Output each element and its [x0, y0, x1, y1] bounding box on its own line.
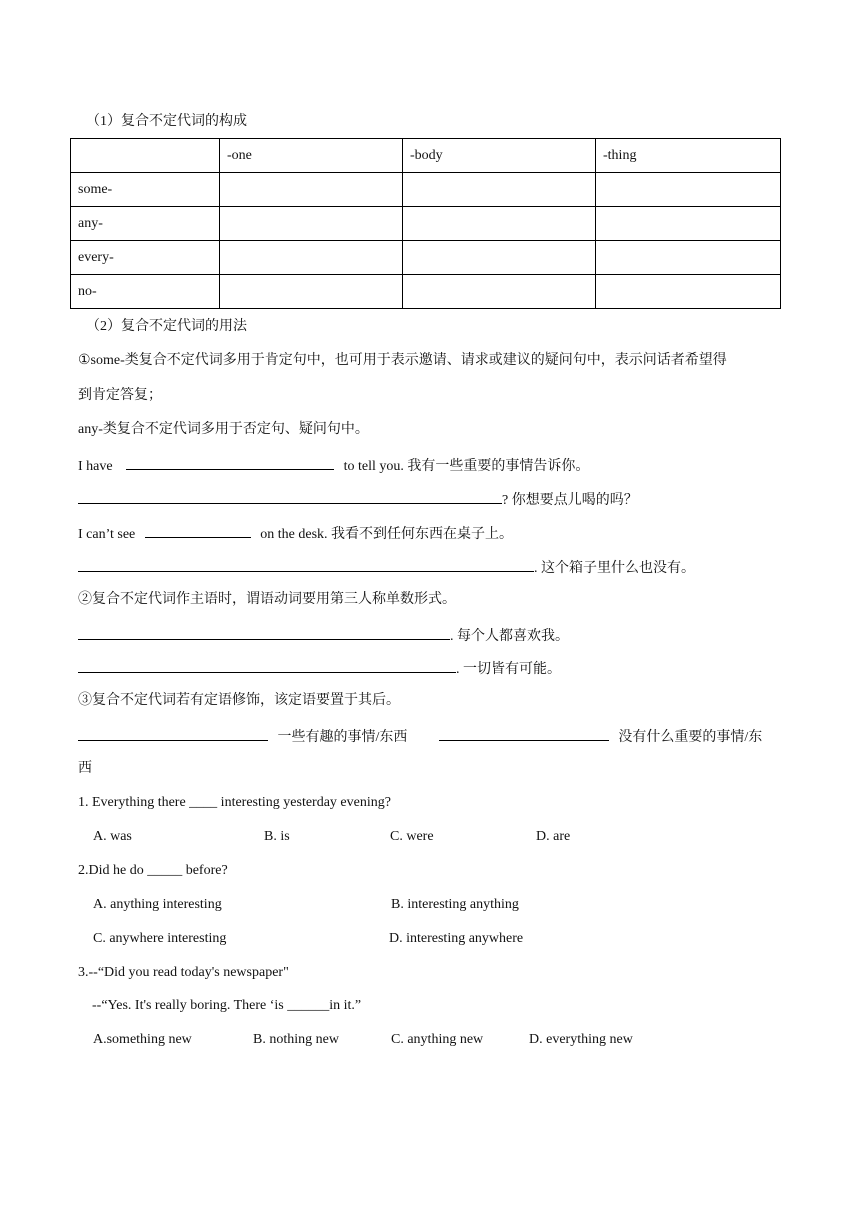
sentence-text: . 这个箱子里什么也没有。	[534, 561, 695, 576]
table-cell	[220, 275, 403, 309]
sentence-text: . 每个人都喜欢我。	[450, 629, 569, 644]
q1-option-b[interactable]: B. is	[264, 829, 290, 844]
table-cell	[220, 241, 403, 275]
table-cell: -one	[220, 139, 403, 173]
example-sentence-3	[78, 523, 513, 544]
table-cell: no-	[71, 275, 220, 309]
example-sentence-1	[78, 455, 589, 476]
q3-option-d[interactable]: D. everything new	[529, 1032, 633, 1047]
example-phrases	[78, 726, 762, 747]
q2-option-a[interactable]: A. anything interesting	[93, 897, 222, 912]
example-sentence-6	[78, 658, 561, 679]
q2-option-d[interactable]: D. interesting anywhere	[389, 931, 524, 946]
answer-blank[interactable]	[78, 625, 450, 640]
answer-blank[interactable]	[126, 455, 334, 470]
answer-blank[interactable]	[78, 726, 268, 741]
table-cell	[71, 139, 220, 173]
table-cell	[596, 241, 781, 275]
sentence-text: to tell you. 我有一些重要的事情告诉你。	[343, 459, 590, 474]
answer-blank[interactable]	[78, 557, 534, 572]
table-row	[71, 207, 781, 241]
q1-option-c[interactable]: C. were	[390, 829, 434, 844]
q3-option-b[interactable]: B. nothing new	[253, 1032, 339, 1047]
compound-pronoun-table	[70, 138, 781, 309]
table-cell: some-	[71, 173, 220, 207]
table-cell: any-	[71, 207, 220, 241]
rule2-text: ②复合不定代词作主语时，谓语动词要用第三人称单数形式。	[78, 592, 456, 607]
example-sentence-5	[78, 625, 569, 646]
answer-blank[interactable]	[439, 726, 609, 741]
table-cell	[596, 173, 781, 207]
table-cell	[403, 241, 596, 275]
sentence-text: . 一切皆有可能。	[456, 662, 561, 677]
table-cell: -thing	[596, 139, 781, 173]
question-1-stem: 1. Everything there ____ interesting yesterday evening?	[78, 795, 391, 810]
table-header-row	[71, 139, 781, 173]
rule1-text-cont: 到肯定答复；	[78, 388, 162, 403]
q1-option-d[interactable]: D. are	[536, 829, 571, 844]
answer-blank[interactable]	[78, 658, 456, 673]
q2-option-c[interactable]: C. anywhere interesting	[93, 931, 227, 946]
answer-blank[interactable]	[145, 523, 251, 538]
example-sentence-4	[78, 557, 695, 578]
q2-option-b[interactable]: B. interesting anything	[391, 897, 519, 912]
sentence-text: I can’t see	[78, 527, 136, 542]
table-row	[71, 275, 781, 309]
table-cell	[220, 207, 403, 241]
phrase-text: 没有什么重要的事情/东	[618, 730, 763, 745]
rule3-text: ③复合不定代词若有定语修饰，该定语要置于其后。	[78, 693, 400, 708]
q1-option-a[interactable]: A. was	[93, 829, 132, 844]
phrase-text: 一些有趣的事情/东西	[277, 730, 408, 745]
table-cell	[596, 207, 781, 241]
rule1-any-text: any-类复合不定代词多用于否定句、疑问句中。	[78, 422, 369, 437]
table-row	[71, 173, 781, 207]
table-cell: -body	[403, 139, 596, 173]
rule1-text: ①some-类复合不定代词多用于肯定句中，也可用于表示邀请、请求或建议的疑问句中，表示问话者希望得	[78, 353, 727, 368]
table-cell	[596, 275, 781, 309]
question-3-stem: 3.--“Did you read today's newspaper"	[78, 965, 289, 980]
table-cell	[403, 275, 596, 309]
table-row	[71, 241, 781, 275]
table-cell	[403, 207, 596, 241]
section1-title: （1）复合不定代词的构成	[86, 114, 247, 129]
question-2-stem: 2.Did he do _____ before?	[78, 863, 228, 878]
answer-blank[interactable]	[78, 489, 502, 504]
sentence-text: ? 你想要点儿喝的吗？	[502, 493, 638, 508]
table-cell	[220, 173, 403, 207]
phrase-text-cont: 西	[78, 761, 92, 776]
q3-option-c[interactable]: C. anything new	[391, 1032, 484, 1047]
section2-title: （2）复合不定代词的用法	[86, 319, 247, 334]
sentence-text: I have	[78, 459, 113, 474]
table-cell	[403, 173, 596, 207]
question-3-reply: --“Yes. It's really boring. There ‘is ______in it.”	[92, 998, 362, 1013]
table-cell: every-	[71, 241, 220, 275]
q3-option-a[interactable]: A.something new	[93, 1032, 192, 1047]
example-sentence-2	[78, 489, 638, 510]
sentence-text: on the desk. 我看不到任何东西在桌子上。	[260, 527, 514, 542]
